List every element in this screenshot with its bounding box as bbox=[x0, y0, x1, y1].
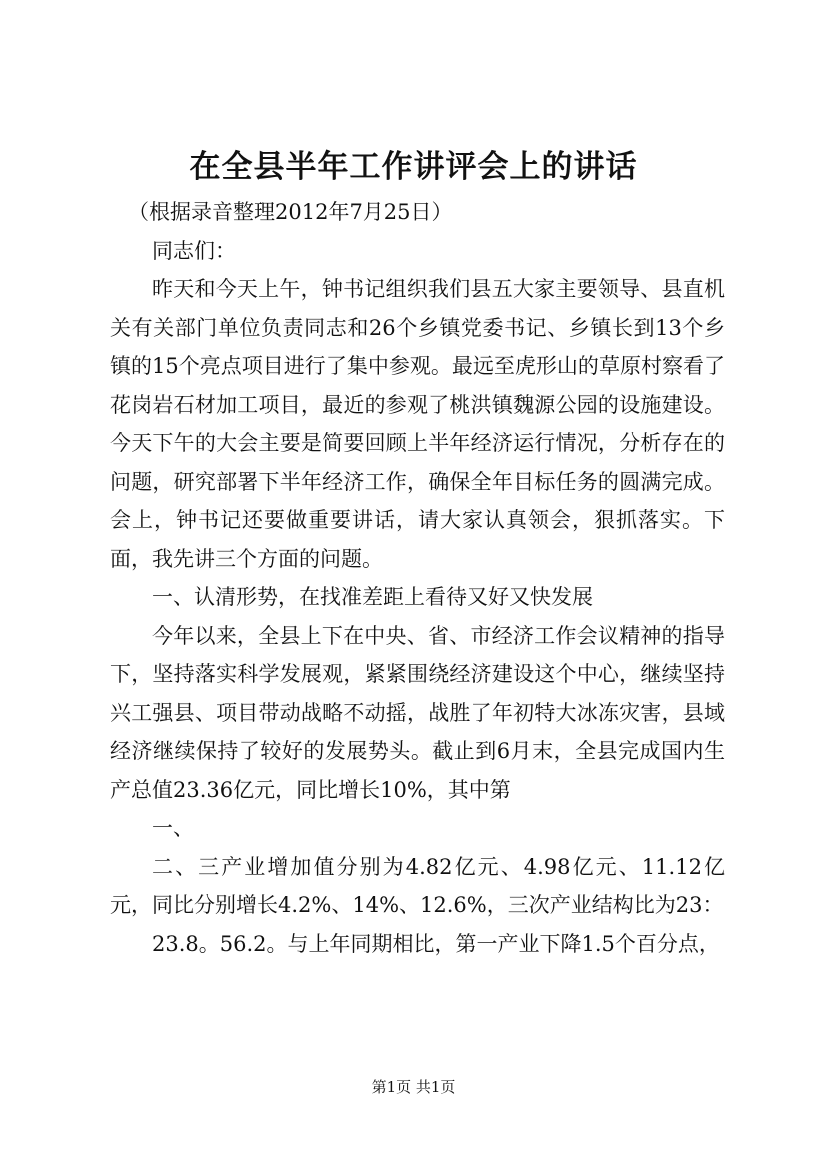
paragraph-1: 昨天和今天上午，钟书记组织我们县五大家主要领导、县直机关有关部门单位负责同志和26个乡镇党委书记、乡镇长到13个乡镇的15个亮点项目进行了集中参观。最远至虎形山的草原村察看了花岗岩石材加工项目，最近的参观了桃洪镇魏源公园的设施建设。今天下午的大会主要是简要回顾上半年经济运行情况，分析存在的问题，研究部署下半年经济工作，确保全年目标任务的圆满完成。会上，钟书记还要做重要讲话，请大家认真领会，狠抓落实。下面，我先讲三个方面的问题。 bbox=[110, 277, 725, 571]
section-heading-1: 一、认清形势，在找准差距上看待又好又快发展 bbox=[152, 585, 593, 609]
greeting: 同志们： bbox=[152, 238, 236, 263]
paragraph-5: 23.8。56.2。与上年同期相比，第一产业下降1.5个百分点， bbox=[152, 931, 720, 956]
page-footer: 第1页 共1页 bbox=[371, 1078, 456, 1096]
paragraph-4: 二、三产业增加值分别为4.82亿元、4.98亿元、11.12亿元，同比分别增长4.2%、14%、12.6%，三次产业结构比为23： bbox=[110, 854, 725, 917]
document-subtitle: （根据录音整理2012年7月25日） bbox=[128, 200, 453, 224]
paragraph-3: 一、 bbox=[152, 816, 194, 840]
document-title: 在全县半年工作讲评会上的讲话 bbox=[189, 149, 638, 185]
document-body bbox=[110, 193, 725, 963]
paragraph-2: 今年以来，全县上下在中央、省、市经济工作会议精神的指导下，坚持落实科学发展观，紧紧围绕经济建设这个中心，继续坚持兴工强县、项目带动战略不动摇，战胜了年初特大冰冻灾害，县域经济继续保持了较好的发展势头。截止到6月末，全县完成国内生产总值23.36亿元，同比增长10%，其中第 bbox=[110, 623, 725, 802]
